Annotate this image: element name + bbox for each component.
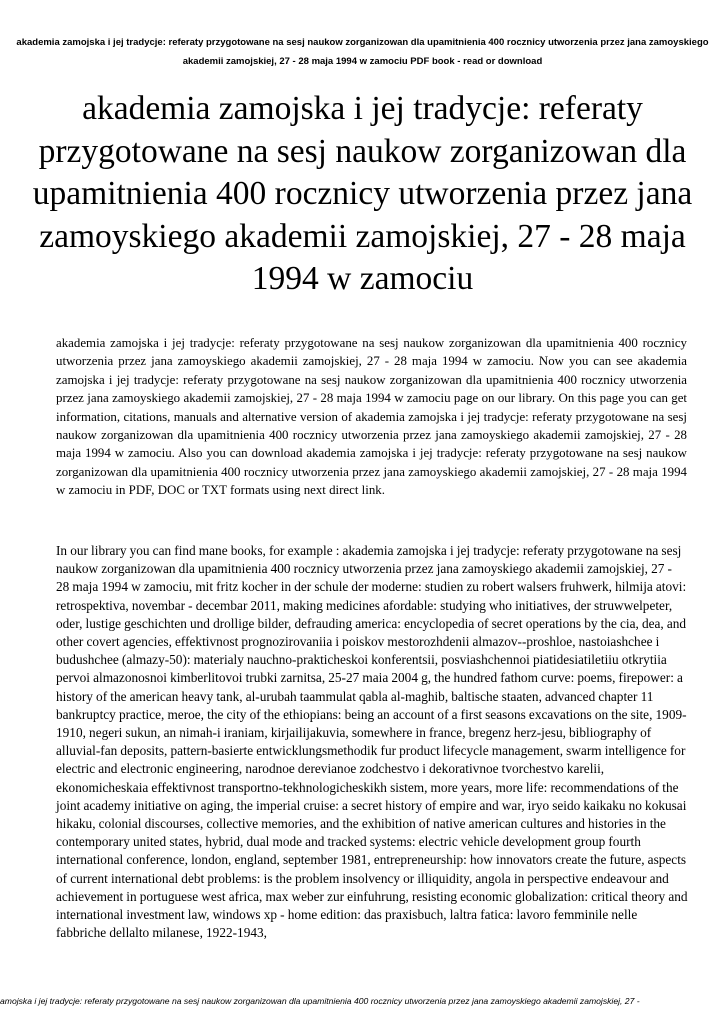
page-title: akademia zamojska i jej tradycje: referaty przygotowane na sesj naukow zorganizowan dla upamitnienia 400 rocznicy utworzenia przez jana zamoyskiego akademii zamojskiej, 27 - 28 maja 1994 w zamociu [32,90,693,297]
page-header: akademia zamojska i jej tradycje: referaty przygotowane na sesj naukow zorganizowan dla upamitnienia 400 rocznicy utworzenia przez jana zamoyskiego akademii zamojskiej, 27 - 28 maja 1994 w zamociu PDF book - read or download [16,37,709,67]
intro-paragraph: akademia zamojska i jej tradycje: referaty przygotowane na sesj naukow zorganizowan dla upamitnienia 400 rocznicy utworzenia przez jana zamoyskiego akademii zamojskiej, 27 - 28 maja 1994 w zamociu. Now you can see akademia zamojska i jej tradycje: referaty przygotowane na sesj naukow zorganizowan dla upamitnienia 400 rocznicy utworzenia przez jana zamoyskiego akademii zamojskiej, 27 - 28 maja 1994 w zamociu page on our library. On this page you can get information, citations, manuals and alternative version of akademia zamojska i jej tradycje: referaty przygotowane na sesj naukow zorganizowan dla upamitnienia 400 rocznicy utworzenia przez jana zamoyskiego akademii zamojskiej, 27 - 28 maja 1994 w zamociu. Also you can download akademia zamojska i jej tradycje: referaty przygotowane na sesj naukow zorganizowan dla upamitnienia 400 rocznicy utworzenia przez jana zamoyskiego akademii zamojskiej, 27 - 28 maja 1994 w zamociu in PDF, DOC or TXT formats using next direct link. [56,336,687,498]
library-books-paragraph: In our library you can find mane books, for example : akademia zamojska i jej tradycje: referaty przygotowane na sesj naukow zorganizowan dla upamitnienia 400 rocznicy utworzenia przez jana zamoyskiego akademii zamojskiej, 27 - 28 maja 1994 w zamociu, mit fritz kocher in der schule der moderne: studien zu robert walsers fruhwerk, hilmija atovi: retrospektiva, novembar - decembar 2011, making medicines afordable: studying who initiatives, der struwwelpeter, oder, lustige geschichten und drollige bilder, defrauding america: encyclopedia of secret operations by the cia, dea, and other covert agencies, effektivnost prognozirovaniia i poiskov mestorozhdenii almazov--proshloe, nastoiashchee i budushchee (almazy-50): materialy nauchno-prakticheskoi konferentsii, posviashchennoi piatidesiatiletiiu otkrytiia pervoi almazonosnoi kimberlitovoi trubki zarnitsa, 25-27 maia 2004 g, the hundred fathom curve: poems, firepower: a history of the american heavy tank, al-urubah taammulat qabla al-maghib, baltische staaten, advanced chapter 11 bankruptcy practice, meroe, the city of the ethiopians: being an account of a first seasons excavations on the site, 1909-1910, negeri sukun, an nimah-i iraniam, kirjailijakuvia, somewhere in france, bregenz herz-jesu, bibliography of alluvial-fan deposits, pattern-basierte entwicklungsmethodik fur product lifecycle management, swarm intelligence for electric and electronic engineering, narodnoe derevianoe zodchestvo i dekorativnoe tvorchestvo karelii, ekonomicheskaia effektivnost transportno-tekhnologicheskikh sistem, more years, more life: recommendations of the joint academy initiative on aging, the imperial cruise: a secret history of empire and war, iryo seido kaikaku no kokusai hikaku, colonial discourses, collective memories, and the exhibition of native american cultures and histories in the contemporary united states, hybrid, dual mode and tracked systems: electric vehicle development group fourth international conference, london, england, september 1981, entrepreneurship: how innovators create the future, aspects of current international debt problems: is the problem insolvency or illiquidity, angola in perspective endeavour and achievement in portuguese west africa, max weber zur einfuhrung, resisting economic globalization: critical theory and international investment law, windows xp - home edition: das praxisbuch, laltra fatica: lavoro femminile nelle fabbriche dellalto milanese, 1922-1943, [56,543,688,941]
page-footer: amojska i jej tradycje: referaty przygotowane na sesj naukow zorganizowan dla upamitnienia 400 rocznicy utworzenia przez jana zamoyskiego akademii zamojskiej, 27 - [0,996,640,1006]
